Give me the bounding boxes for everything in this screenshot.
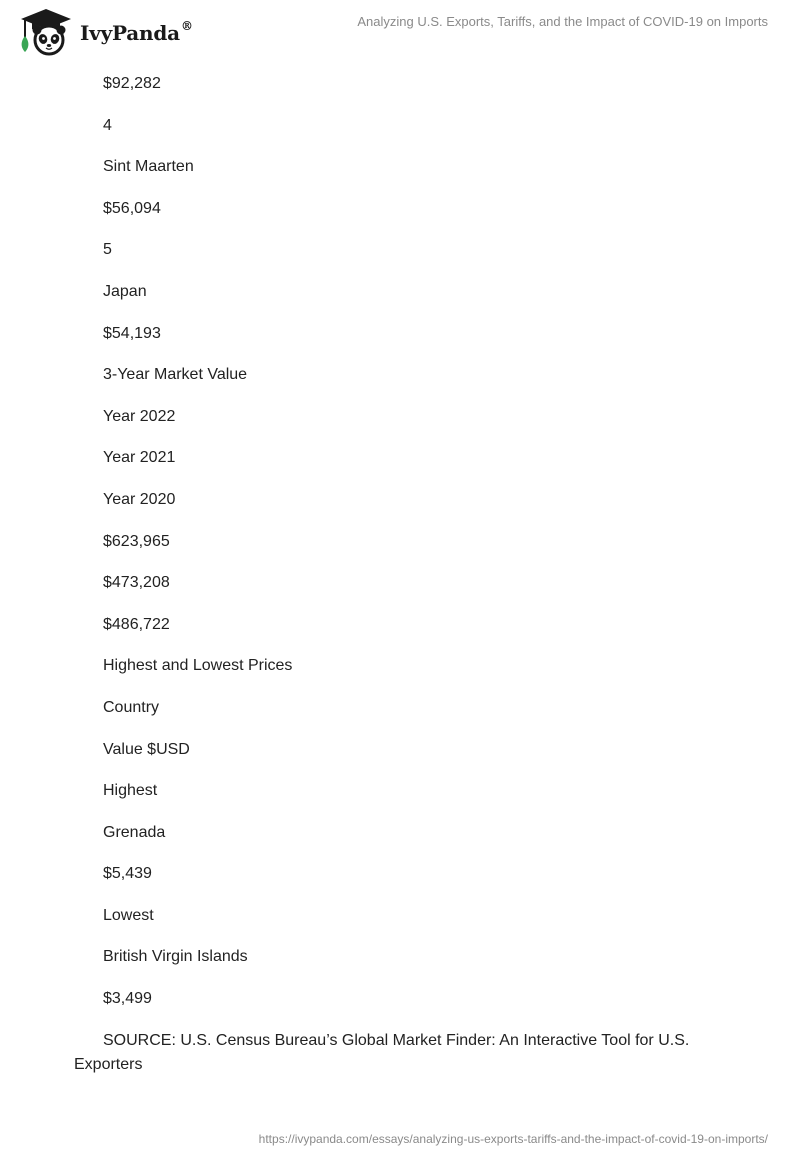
- text-line: Sint Maarten: [103, 158, 194, 176]
- text-line: Grenada: [103, 823, 166, 841]
- text-line: 4: [103, 116, 112, 134]
- text-line: $486,722: [103, 615, 170, 633]
- text-line: Highest: [103, 782, 158, 800]
- text-line: 5: [103, 241, 112, 259]
- logo-wordmark: [80, 21, 193, 45]
- text-line: Year 2022: [103, 407, 176, 425]
- page-header: [0, 0, 800, 64]
- text-line: Highest and Lowest Prices: [103, 657, 293, 675]
- text-line: British Virgin Islands: [103, 948, 248, 966]
- document-body: [74, 72, 754, 1077]
- text-line: Year 2020: [103, 490, 176, 508]
- registered-mark: ®: [180, 19, 193, 34]
- text-line: $473,208: [103, 574, 170, 592]
- text-line: $623,965: [103, 532, 170, 550]
- text-line: Lowest: [103, 906, 154, 924]
- panda-graduation-cap-icon: [16, 8, 74, 56]
- text-line: $56,094: [103, 199, 161, 217]
- document-title: Analyzing U.S. Exports, Tariffs, and the Impact of COVID-19 on Imports: [357, 14, 768, 29]
- ivypanda-logo[interactable]: [16, 8, 193, 56]
- text-line: $54,193: [103, 324, 161, 342]
- text-line: $5,439: [103, 865, 152, 883]
- source-citation: SOURCE: U.S. Census Bureau’s Global Market Finder: An Interactive Tool for U.S. Exporters: [74, 1031, 690, 1073]
- text-line: $92,282: [103, 75, 161, 92]
- footer-source-link[interactable]: https://ivypanda.com/essays/analyzing-us-exports-tariffs-and-the-impact-of-covid-19-on-imports/: [258, 1132, 768, 1146]
- text-line: Value $USD: [103, 740, 190, 758]
- text-line: $3,499: [103, 990, 152, 1008]
- logo-brand-text: IvyPanda: [80, 21, 180, 45]
- text-line: Country: [103, 698, 160, 716]
- text-line: 3-Year Market Value: [103, 366, 248, 384]
- text-line: Japan: [103, 282, 147, 300]
- text-line: Year 2021: [103, 449, 176, 467]
